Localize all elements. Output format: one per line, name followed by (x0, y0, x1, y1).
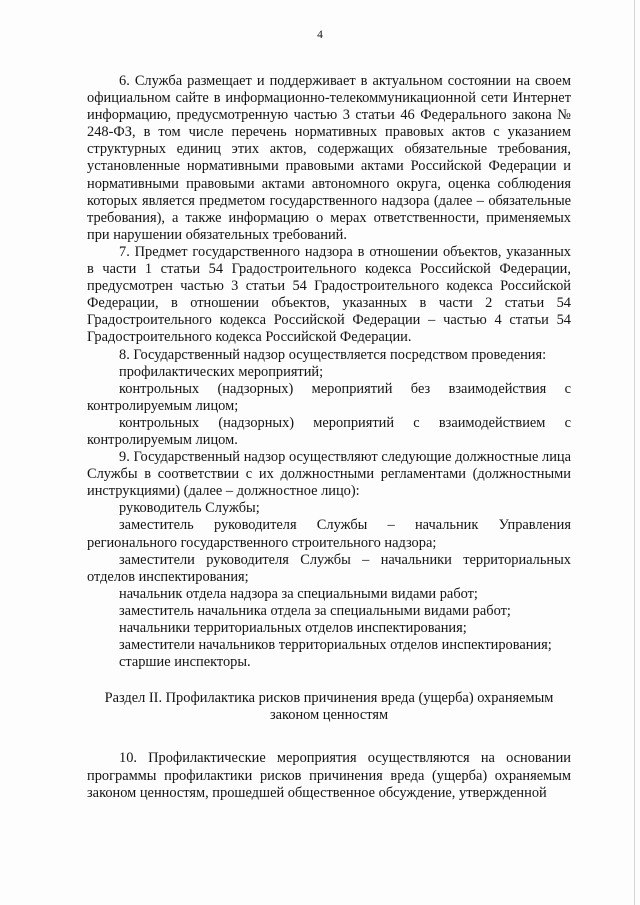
paragraph-8-item: контрольных (надзорных) мероприятий с взаимодействием с контролируемым лицом. (87, 414, 571, 448)
paragraph-9-item: начальник отдела надзора за специальными видами работ; (119, 585, 478, 602)
page-number: 4 (317, 29, 323, 41)
paragraph-8-item: профилактических мероприятий; (119, 363, 324, 380)
paragraph-7: 7. Предмет государственного надзора в отношении объектов, указанных в части 1 статьи 54 Градостроительного кодекса Российской Федерации, предусмотрен частью 3 статьи 54 Градостроительного кодекса Российской Федерации, в отношении объектов, указанных в части 2 статьи 54 Градостроительного кодекса Российской Федерации – частью 4 статьи 54 Градостроительного кодекса Российской Федерации. (87, 243, 571, 346)
paragraph-6: 6. Служба размещает и поддерживает в актуальном состоянии на своем официальном сайте в информационно-телекоммуникационной сети Интернет информацию, предусмотренную частью 3 статьи 46 Федерального закона № 248-ФЗ, в том числе перечень нормативных правовых актов с указанием структурных единиц этих актов, содержащих обязательные требования, установленные нормативными правовыми актами Российской Федерации и нормативными правовыми актами автономного округа, оценка соблюдения которых является предметом государственного надзора (далее – обязательные требования), а также информацию о мерах ответственности, применяемых при нарушении обязательных требований. (87, 73, 571, 243)
page-edge-shadow (634, 0, 635, 905)
spacer (87, 724, 571, 750)
paragraph-9-item: начальники территориальных отделов инспектирования; (119, 620, 467, 636)
paragraph-9-item: заместители начальников территориальных отделов инспектирования; (119, 637, 552, 654)
document-body (87, 73, 571, 802)
paragraph-9-item: руководитель Службы; (119, 500, 260, 517)
paragraph-8-intro: 8. Государственный надзор осуществляется посредством проведения: (119, 346, 547, 363)
paragraph-10: 10. Профилактические мероприятия осуществляются на основании программы профилактики рисков причинения вреда (ущерба) охраняемым законом ценностям, прошедшей общественное обсуждение, утвержденной (87, 750, 571, 801)
paragraph-9-item: старшие инспекторы. (119, 654, 251, 671)
section-heading: Раздел II. Профилактика рисков причинения вреда (ущерба) охраняемым законом ценностям (104, 690, 554, 724)
paragraph-8-item: контрольных (надзорных) мероприятий без взаимодействия с контролируемым лицом; (87, 380, 571, 414)
paragraph-9-intro: 9. Государственный надзор осуществляют следующие должностные лица Службы в соответствии с их должностными регламентами (должностными инструкциями) (далее – должностное лицо): (87, 449, 571, 500)
paragraph-9-item: заместитель начальника отдела за специальными видами работ; (119, 602, 511, 619)
paragraph-9-item: заместитель руководителя Службы – начальник Управления регионального государственного строительного надзора; (87, 517, 571, 551)
paragraph-9-item: заместители руководителя Службы – начальники территориальных отделов инспектирования; (87, 551, 571, 585)
